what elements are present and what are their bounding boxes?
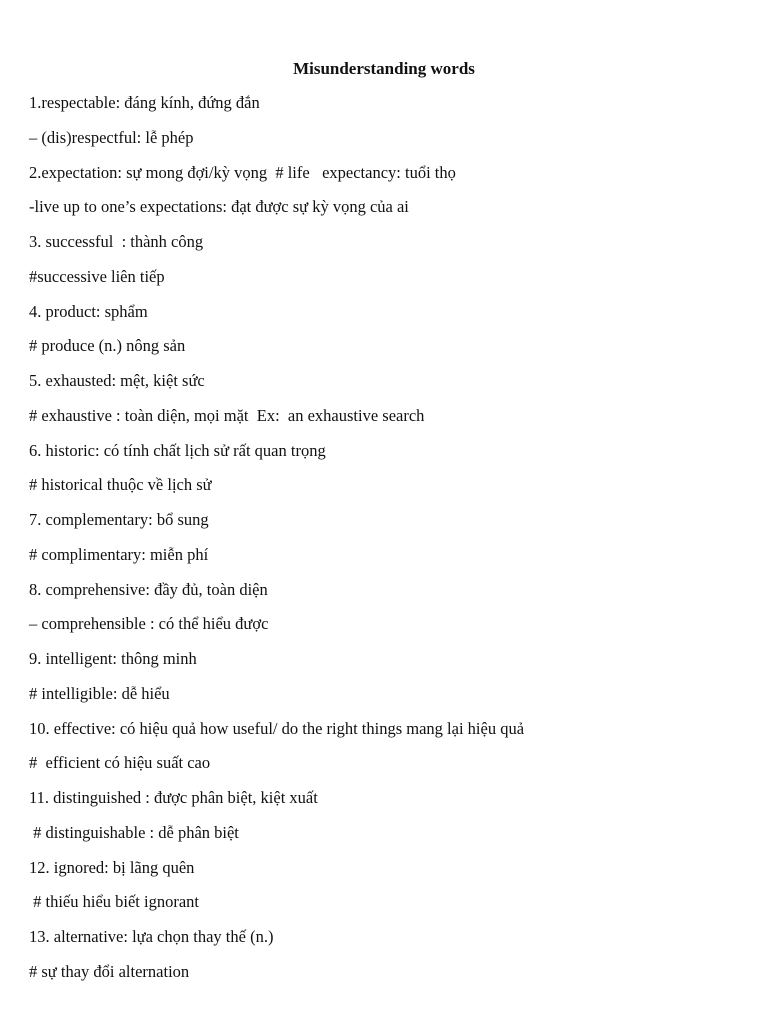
vocab-line: 11. distinguished : được phân biệt, kiệt xuất — [29, 788, 318, 807]
vocab-line: 8. comprehensive: đầy đủ, toàn diện — [29, 579, 268, 599]
vocab-line: # complimentary: miễn phí — [29, 544, 209, 564]
vocab-line: 5. exhausted: mệt, kiệt sức — [29, 371, 205, 390]
vocab-line: 3. successful : thành công — [29, 232, 204, 251]
vocab-line: # produce (n.) nông sản — [29, 336, 186, 356]
document-title: Misunderstanding words — [293, 59, 475, 78]
vocab-line: 9. intelligent: thông minh — [29, 649, 197, 668]
vocab-line: 10. effective: có hiệu quả how useful/ do the right things mang lại hiệu quả — [29, 718, 525, 738]
vocab-line: # historical thuộc về lịch sử — [29, 475, 212, 495]
vocab-line: -live up to one’s expectations: đạt được sự kỳ vọng của ai — [29, 197, 409, 217]
vocab-line: 13. alternative: lựa chọn thay thế (n.) — [29, 927, 274, 946]
vocab-line: 2.expectation: sự mong đợi/kỳ vọng # life expectancy: tuổi thọ — [29, 162, 456, 182]
vocab-line: 6. historic: có tính chất lịch sử rất quan trọng — [29, 440, 326, 460]
vocab-line: # exhaustive : toàn diện, mọi mặt Ex: an exhaustive search — [29, 405, 425, 425]
vocabulary-list — [29, 91, 759, 995]
vocab-line: – (dis)respectful: lễ phép — [29, 127, 194, 147]
vocab-line: – comprehensible : có thể hiểu được — [29, 614, 269, 634]
vocab-line: # efficient có hiệu suất cao — [29, 753, 211, 773]
vocab-line: # distinguishable : dễ phân biệt — [29, 822, 239, 842]
vocab-line: #successive liên tiếp — [29, 266, 165, 286]
vocab-line: 7. complementary: bổ sung — [29, 510, 209, 529]
vocab-line: # intelligible: dễ hiểu — [29, 683, 170, 703]
vocab-line: # thiếu hiểu biết ignorant — [29, 892, 200, 912]
vocab-line: 12. ignored: bị lãng quên — [29, 857, 195, 877]
vocab-line: 4. product: sphẩm — [29, 301, 148, 321]
vocab-line: 1.respectable: đáng kính, đứng đắn — [29, 93, 260, 112]
vocab-line: # sự thay đổi alternation — [29, 961, 190, 981]
